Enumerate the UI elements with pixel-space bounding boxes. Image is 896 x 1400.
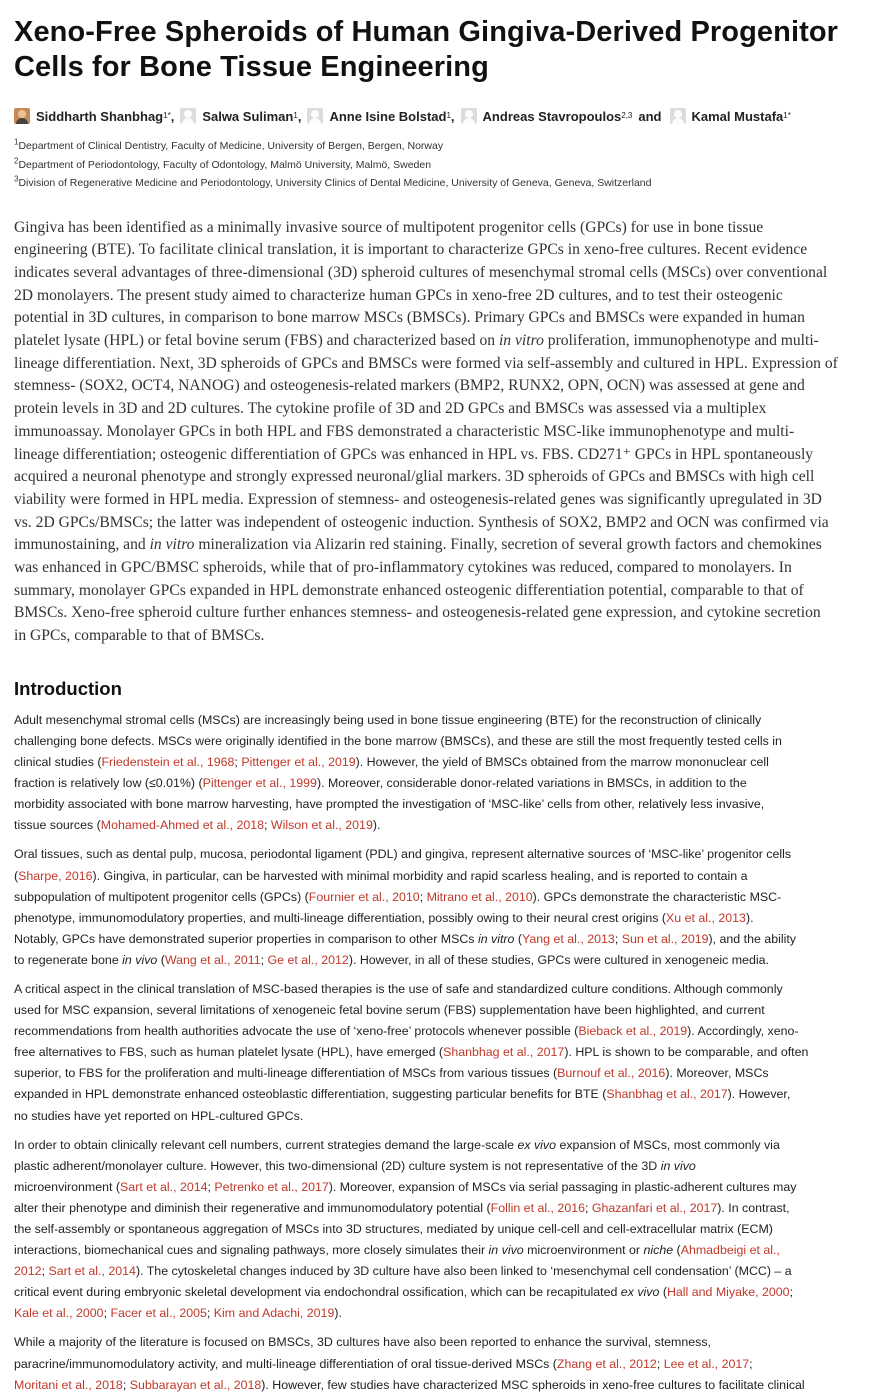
italic-term: niche (643, 1243, 674, 1258)
citation-link[interactable]: Kim and Adachi, 2019 (213, 1306, 335, 1321)
paragraph-line: alter their phenotype and diminish their regenerative and immunomodulatory potential (Follin et al., 2016; Ghazanfari et al., 2017). In contrast, (14, 1200, 790, 1215)
author[interactable]: Kamal Mustafa 1* (670, 108, 791, 124)
paragraph-line: free alternatives to FBS, such as human platelet lysate (HPL), have emerged (Shanbhag et al., 2017). HPL is shown to be comparable, and often (14, 1045, 809, 1060)
avatar (670, 108, 686, 124)
paragraph-line: Adult mesenchymal stromal cells (MSCs) are increasingly being used in bone tissue engineering (BTE) for the reconstruction of clinically (14, 712, 762, 727)
paragraph (14, 1135, 882, 1325)
citation-link[interactable]: Burnouf et al., 2016 (557, 1066, 666, 1081)
citation-link[interactable]: Lee et al., 2017 (663, 1356, 750, 1371)
author-separator: , (450, 108, 455, 124)
avatar-head-shape (18, 110, 26, 118)
avatar-body-shape (463, 118, 475, 124)
affiliation-number: 3 (14, 174, 19, 184)
paragraph-line: Notably, GPCs have demonstrated superior properties in comparison to other MSCs in vitro (Yang et al., 2013; Sun et al., 2019), and the ability (14, 931, 796, 946)
citation-link[interactable]: Zhang et al., 2012 (556, 1356, 657, 1371)
paragraph-line: expanded in HPL demonstrate enhanced osteoblastic differentiation, suggesting particular benefits for BTE (Shanbhag et al., 2017). However, (14, 1087, 791, 1102)
citation-link[interactable]: Sharpe, 2016 (18, 868, 93, 883)
citation-link[interactable]: Follin et al., 2016 (490, 1200, 585, 1215)
abstract-line: immunostaining, and in vitro mineralization via Alizarin red staining. Finally, secretion of several growth factors and chemokines (14, 536, 822, 554)
paragraph-line: plastic adherent/monolayer culture. However, this two-dimensional (2D) culture system is not representative of the 3D in vivo (14, 1158, 696, 1173)
abstract-line: lineage differentiation; osteogenic differentiation of GPCs was enhanced in HPL vs. FBS. CD271⁺ GPCs in HPL spontaneously (14, 445, 814, 463)
paragraph (14, 1332, 882, 1395)
citation-link[interactable]: Friedenstein et al., 1968 (101, 755, 235, 770)
article (14, 0, 882, 1396)
citation-link[interactable]: Subbarayan et al., 2018 (129, 1377, 262, 1392)
paragraph-line: the self-assembly or spontaneous aggregation of MSCs into 3D structures, mediated by unique cell-cell and cell-extracellular matrix (ECM) (14, 1222, 773, 1237)
avatar-body-shape (309, 118, 321, 124)
paragraph-line: microenvironment (Sart et al., 2014; Petrenko et al., 2017). Moreover, expansion of MSCs via serial passaging in plastic-adherent cultures may (14, 1179, 797, 1194)
abstract-line: indicates several advantages of three-dimensional (3D) spheroid cultures of mesenchymal stromal cells (MSCs) over conventional (14, 263, 828, 281)
avatar-head-shape (184, 110, 192, 118)
citation-link[interactable]: Facer et al., 2005 (110, 1306, 207, 1321)
citation-link[interactable]: Moritani et al., 2018 (14, 1377, 123, 1392)
paragraph-line: While a majority of the literature is focused on BMSCs, 3D cultures have also been reported to enhance the survival, stemness, (14, 1335, 711, 1350)
abstract-line: protein levels in 3D and 2D cultures. The cytokine profile of 3D and 2D GPCs and BMSCs was assessed via a multiplex (14, 400, 767, 418)
paragraph-line: to regenerate bone in vivo (Wang et al., 2011; Ge et al., 2012). However, in all of these studies, GPCs were cultured in xenogeneic media. (14, 952, 769, 967)
citation-link[interactable]: Yang et al., 2013 (522, 931, 615, 946)
author-separator: , (170, 108, 175, 124)
paragraph-line: fraction is relatively low (≤0.01%) (Pittenger et al., 1999). Moreover, considerable donor-related variations in BMSCs, in addition to the (14, 776, 747, 791)
avatar-body-shape (672, 118, 684, 124)
affiliation-number: 1 (14, 137, 19, 147)
paragraph-line: superior, to FBS for the proliferation and multi-lineage differentiation of MSCs from various tissues (Burnouf et al., 2016). Moreover, MSCs (14, 1066, 769, 1081)
paragraph-line: Kale et al., 2000; Facer et al., 2005; Kim and Adachi, 2019). (14, 1306, 342, 1321)
avatar-body-shape (182, 118, 194, 124)
author[interactable]: Siddharth Shanbhag 1* , (14, 108, 174, 124)
paragraph-line: critical event during embryonic skeletal development via endochondral ossification, which can be recapitulated ex vivo (Hall and Miyake, 2000; (14, 1285, 794, 1300)
citation-link[interactable]: Mohamed-Ahmed et al., 2018 (100, 818, 265, 833)
citation-link[interactable]: Fournier et al., 2010 (308, 889, 420, 904)
abstract-line: immunoassay. Monolayer GPCs in both HPL and FBS demonstrated a characteristic MSC-like immunophenotype and multi- (14, 422, 795, 440)
paragraph-line: interactions, biomechanical cues and signaling pathways, more closely simulates their in vivo microenvironment or niche (Ahmadbeigi et al., (14, 1243, 780, 1258)
paragraph-line: challenging bone defects. MSCs were originally identified in the bone marrow (BMSCs), and these are still the most frequently tested cells in (14, 733, 782, 748)
paragraph-line: 2012; Sart et al., 2014). The cytoskeletal changes induced by 3D culture have also been linked to ‘mesenchymal cell condensation’ (MCC) – a (14, 1264, 792, 1279)
abstract-line: BMSCs. Xeno-free spheroid culture further enhances stemness- and osteogenesis-related gene expression, and cytokine secretion (14, 604, 821, 622)
affiliation-text: Department of Periodontology, Faculty of Odontology, Malmö University, Malmö, Sweden (18, 158, 432, 171)
abstract-line: acquired a neuronal phenotype and strongly expressed neuronal/glial markers. 3D spheroids of GPCs and BMSCs with high cell (14, 468, 815, 486)
title-line-2: Cells for Bone Tissue Engineering (14, 51, 489, 83)
affiliation-text: Department of Clinical Dentistry, Faculty of Medicine, University of Bergen, Bergen, Norway (18, 140, 444, 152)
paragraph-line: no studies have yet reported on HPL-cultured GPCs. (14, 1108, 304, 1123)
abstract-line: in GPCs, comparable to that of BMSCs. (14, 627, 265, 645)
citation-link[interactable]: Sart et al., 2014 (120, 1179, 208, 1194)
paragraph-line: subpopulation of multipotent progenitor cells (GPCs) (Fournier et al., 2010; Mitrano et al., 2010). GPCs demonstrate the characteristic MSC- (14, 889, 782, 904)
citation-link[interactable]: Hall and Miyake, 2000 (666, 1285, 790, 1300)
abstract-line: potential in 3D cultures, in comparison to bone marrow MSCs (BMSCs). Primary GPCs and BMSCs were expanded in human (14, 309, 805, 327)
section-heading-introduction: Introduction (14, 677, 122, 699)
abstract-line: viability were formed in HPL media. Expression of stemness- and osteogenesis-related genes was significantly upregulated in 3D (14, 490, 822, 508)
citation-link[interactable]: Wilson et al., 2019 (270, 818, 373, 833)
author[interactable]: Andreas Stavropoulos 2,3 (461, 108, 633, 124)
author-name[interactable]: Kamal Mustafa (691, 108, 784, 124)
citation-link[interactable]: Bieback et al., 2019 (578, 1024, 688, 1039)
citation-link[interactable]: Shanbhag et al., 2017 (443, 1045, 565, 1060)
paragraph (14, 844, 882, 971)
italic-term: in vitro (498, 332, 544, 350)
citation-link[interactable]: Ghazanfari et al., 2017 (591, 1200, 718, 1215)
abstract-line: 2D monolayers. The present study aimed to characterize human GPCs in xeno-free 2D cultures, and to test their osteogenic (14, 286, 783, 304)
paragraph-line: Oral tissues, such as dental pulp, mucosa, periodontal ligament (PDL) and gingiva, represent alternative sources of ‘MSC-like’ progenitor cells (14, 847, 792, 862)
citation-link[interactable]: Kale et al., 2000 (14, 1306, 104, 1321)
citation-link[interactable]: Wang et al., 2011 (164, 952, 261, 967)
paragraph-line: clinical studies (Friedenstein et al., 1968; Pittenger et al., 2019). However, the yield of BMSCs obtained from the marrow mononuclear cell (14, 755, 769, 770)
avatar (180, 108, 196, 124)
introduction-body (14, 710, 882, 1396)
citation-link[interactable]: Pittenger et al., 2019 (241, 755, 356, 770)
citation-link[interactable]: Petrenko et al., 2017 (214, 1179, 329, 1194)
avatar (307, 108, 323, 124)
paragraph-line: Moritani et al., 2018; Subbarayan et al., 2018). However, few studies have characterized MSC spheroids in xeno-free cultures to facilitate clinical (14, 1377, 805, 1392)
paragraph-line: used for MSC expansion, several limitations of xenogeneic fetal bovine serum (FBS) supplementation have been highlighted, and current (14, 1003, 765, 1018)
affiliation-text: Division of Regenerative Medicine and Periodontology, University Clinics of Dental Medicine, University of Geneva, Geneva, Switzerland (18, 177, 652, 189)
paragraph-line: morbidity associated with bone marrow harvesting, have prompted the investigation of ‘MSC-like’ cells from other, relatively less invasive, (14, 797, 765, 812)
abstract-line: lineage differentiation. Next, 3D spheroids of GPCs and BMSCs were formed via self-assembly and cultured in HPL. Expression of (14, 354, 838, 372)
affiliation-list (14, 137, 882, 193)
avatar-head-shape (311, 110, 319, 118)
italic-term: in vivo (660, 1158, 696, 1173)
citation-link[interactable]: Ahmadbeigi et al., (680, 1243, 780, 1258)
citation-link[interactable]: Xu et al., 2013 (666, 910, 746, 925)
author[interactable]: Salwa Suliman 1 , (180, 108, 301, 124)
italic-term: in vitro (477, 931, 515, 946)
avatar-head-shape (674, 110, 682, 118)
author-list (14, 105, 882, 127)
avatar-body-shape (16, 118, 28, 124)
avatar (461, 108, 477, 124)
paragraph (14, 979, 882, 1127)
italic-term: ex vivo (517, 1137, 557, 1152)
abstract-line: stemness- (SOX2, OCT4, NANOG) and osteogenesis-related markers (BMP2, RUNX2, OPN, OCN) was assessed at gene and (14, 377, 805, 395)
citation-link[interactable]: Ge et al., 2012 (267, 952, 349, 967)
affiliation-number: 2 (14, 156, 19, 165)
avatar (14, 108, 30, 124)
abstract-line: platelet lysate (HPL) or fetal bovine serum (FBS) and characterized based on in vitro proliferation, immunophenotype and multi- (14, 332, 819, 350)
paragraph-line: A critical aspect in the clinical translation of MSC-based therapies is the use of safe and standardized culture conditions. Although commonly (14, 981, 783, 996)
avatar-head-shape (465, 110, 473, 118)
author[interactable]: Anne Isine Bolstad 1 , (307, 108, 454, 124)
citation-link[interactable]: Sart et al., 2014 (48, 1264, 136, 1279)
abstract-line: was enhanced in GPC/BMSC spheroids, while that of pro-inflammatory cytokines was reduced, compared to monolayers. In (14, 559, 792, 577)
article-title (14, 15, 882, 85)
paragraph-line: recommendations from health authorities advocate the use of ‘xeno-free’ protocols whenever possible (Bieback et al., 2019). Accordingly, xeno- (14, 1024, 799, 1039)
author-separator: , (297, 108, 302, 124)
title-line-1: Xeno-Free Spheroids of Human Gingiva-Derived Progenitor (14, 16, 839, 48)
abstract-line: summary, monolayer GPCs expanded in HPL demonstrate enhanced osteogenic differentiation potential, comparable to that of (14, 581, 804, 599)
citation-link[interactable]: Pittenger et al., 1999 (202, 776, 317, 791)
author-name[interactable]: Andreas Stavropoulos (482, 108, 622, 124)
author-name[interactable]: Salwa Suliman (202, 108, 294, 124)
citation-link[interactable]: 2012 (14, 1264, 42, 1279)
citation-link[interactable]: Shanbhag et al., 2017 (606, 1087, 728, 1102)
italic-term: in vitro (149, 536, 195, 554)
italic-term: ex vivo (620, 1285, 660, 1300)
author-name[interactable]: Siddharth Shanbhag (36, 108, 164, 124)
author-and: and (638, 108, 662, 124)
citation-link[interactable]: Sun et al., 2019 (621, 931, 709, 946)
affiliation (14, 174, 882, 193)
paragraph-line: tissue sources (Mohamed-Ahmed et al., 2018; Wilson et al., 2019). (14, 818, 381, 833)
paragraph-line: (Sharpe, 2016). Gingiva, in particular, can be harvested with minimal morbidity and rapid scarless healing, and is reported to contain a (14, 868, 748, 883)
abstract-line: engineering (BTE). To facilitate clinical translation, it is important to characterize GPCs in xeno-free cultures. Recent evidence (14, 241, 808, 259)
paragraph-line: In order to obtain clinically relevant cell numbers, current strategies demand the large-scale ex vivo expansion of MSCs, most commonly via (14, 1137, 780, 1152)
paragraph-line: phenotype, immunomodulatory properties, and multi-lineage differentiation, possibly owing to their neural crest origins (Xu et al., 2013). (14, 910, 754, 925)
citation-link[interactable]: Mitrano et al., 2010 (426, 889, 533, 904)
abstract (14, 217, 882, 648)
affiliation (14, 137, 882, 156)
abstract-line: Gingiva has been identified as a minimally invasive source of multipotent progenitor cells (GPCs) for use in bone tissue (14, 218, 764, 236)
paragraph-line: paracrine/immunomodulatory activity, and multi-lineage differentiation of oral tissue-derived MSCs (Zhang et al., 2012; Lee et al., 2017; (14, 1356, 753, 1371)
author-name[interactable]: Anne Isine Bolstad (329, 108, 447, 124)
paragraph (14, 710, 882, 837)
abstract-line: vs. 2D GPCs/BMSCs; the latter was independent of osteogenic induction. Synthesis of SOX2, BMP2 and OCN was confirmed via (14, 513, 829, 531)
italic-term: in vivo (488, 1243, 524, 1258)
italic-term: in vivo (122, 952, 158, 967)
affiliation (14, 156, 882, 175)
